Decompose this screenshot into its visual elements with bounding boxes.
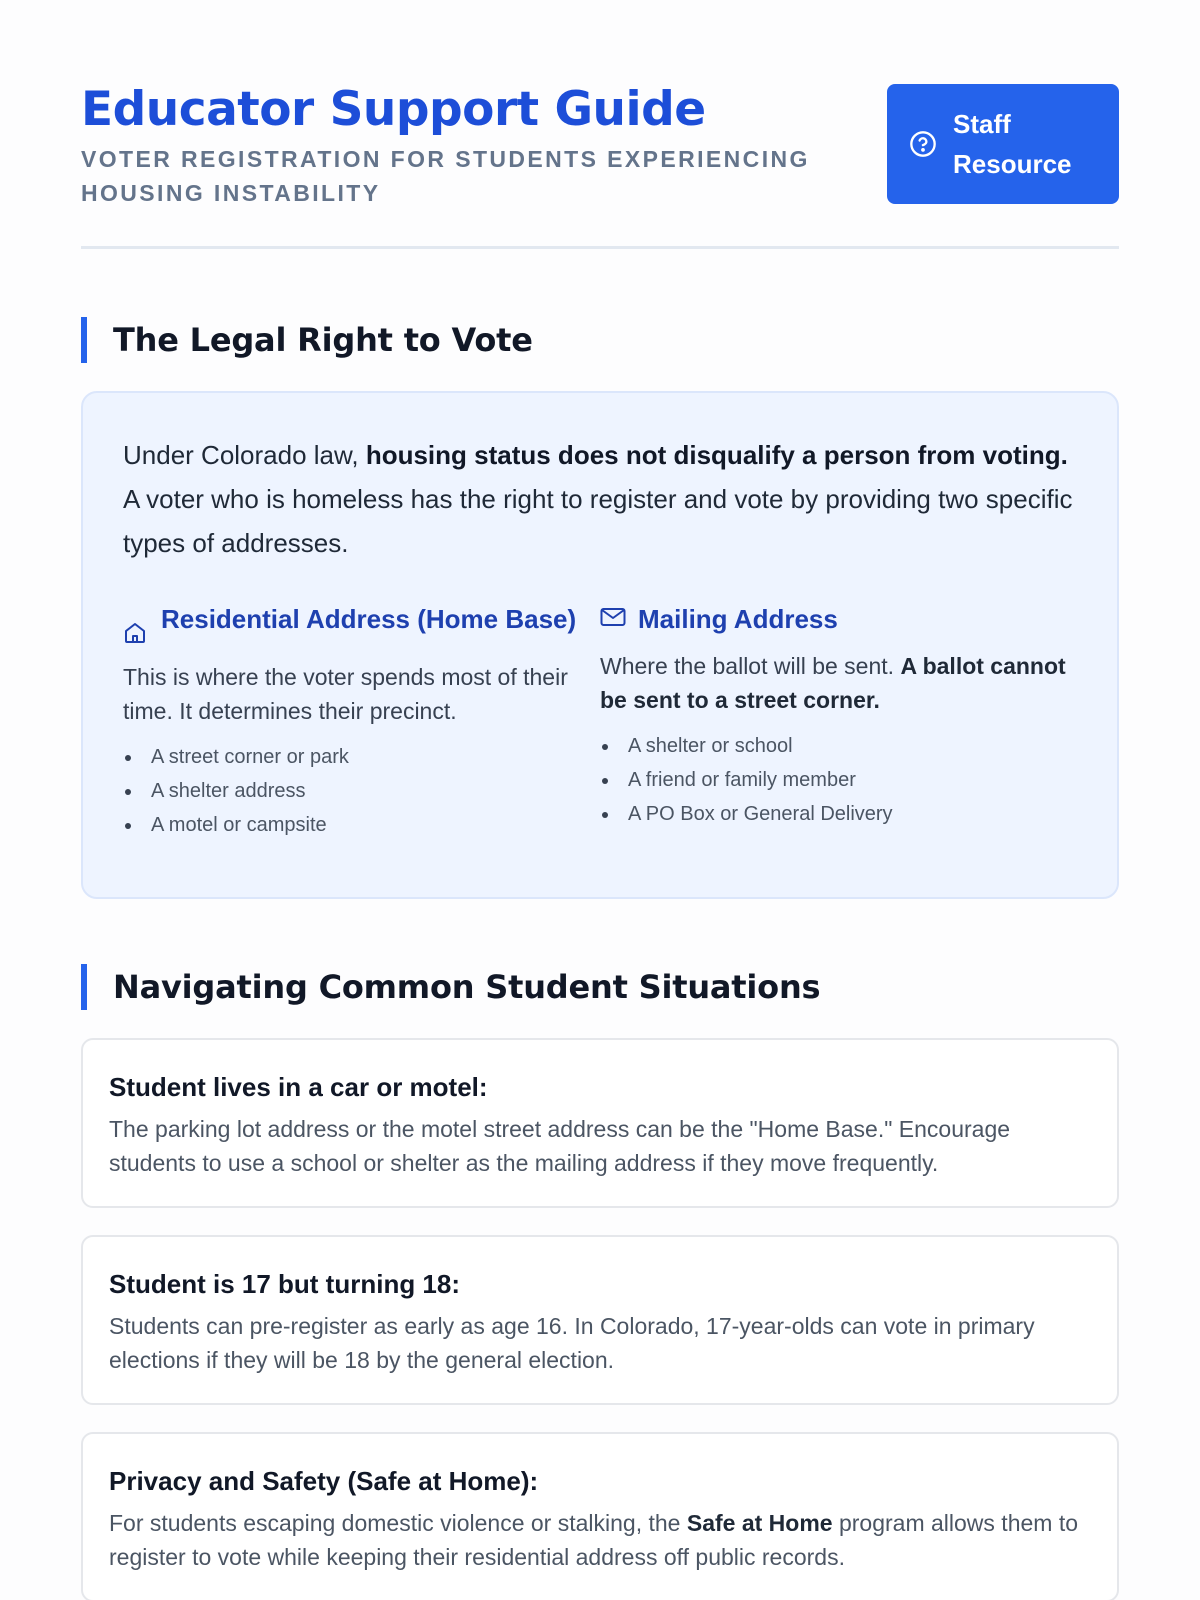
situation-card [81,1038,1119,1208]
mailing-header [600,599,1077,639]
residential-address-column [123,599,600,842]
residential-description: This is where the voter spends most of their time. It determines their precinct. [123,664,568,724]
situation-card [81,1235,1119,1405]
situation-title: Student lives in a car or motel: [109,1072,488,1102]
section-accent-bar [81,317,87,363]
text-lead: For students escaping domestic violence or stalking, the [109,1510,687,1536]
safe-at-home-emphasis: Safe at Home [686,1510,833,1536]
list-item: A friend or family member [600,763,1077,797]
residential-title: Residential Address (Home Base) [161,604,577,634]
header-divider [81,246,1119,249]
page-subtitle: VOTER REGISTRATION FOR STUDENTS EXPERIENCING HOUSING INSTABILITY [81,146,810,206]
badge-label: Staff Resource [953,109,1072,179]
situation-title: Student is 17 but turning 18: [109,1269,461,1299]
staff-resource-badge [887,84,1119,204]
legal-right-box [81,391,1119,899]
section-heading-legal [81,317,533,363]
section-heading-situations [81,964,820,1010]
situation-title: Privacy and Safety (Safe at Home): [109,1466,539,1496]
residential-header [123,599,600,650]
mailing-title: Mailing Address [638,604,838,634]
intro-lead: Under Colorado law, [123,440,366,470]
situation-text [109,1506,1091,1574]
section-title: The Legal Right to Vote [113,321,533,359]
section-title: Navigating Common Student Situations [113,968,821,1006]
intro-emphasis: housing status does not disqualify a person from voting. [365,440,1068,470]
mailing-desc-emphasis: A ballot cannot be sent to a street corner. [600,653,1066,713]
intro-rest: A voter who is homeless has the right to register and vote by providing two specific types of addresses. [123,484,1073,558]
mailing-desc-lead: Where the ballot will be sent. [600,653,901,679]
address-columns [123,599,1077,842]
page-header [81,80,1119,210]
situation-card [81,1432,1119,1600]
mailing-description [600,649,1077,717]
situation-text: The parking lot address or the motel street address can be the "Home Base." Encourage students to use a school or shelter as the mailing address if they move frequently. [109,1116,1011,1176]
situation-text: Students can pre-register as early as age 16. In Colorado, 17-year-olds can vote in primary elections if they will be 18 by the general election. [109,1313,1035,1373]
mailing-list [600,729,1077,831]
help-circle-icon [909,130,937,158]
residential-list [123,740,600,842]
home-icon [123,599,161,650]
list-item: A shelter address [123,774,600,808]
list-item: A motel or campsite [123,808,600,842]
legal-intro [123,433,1077,565]
text-rest: program allows them to register to vote while keeping their residential address off public records. [109,1510,1079,1570]
list-item: A shelter or school [600,729,1077,763]
mail-icon [600,599,638,634]
section-accent-bar [81,964,87,1010]
list-item: A PO Box or General Delivery [600,797,1077,831]
mailing-address-column [600,599,1077,842]
header-text [81,80,821,210]
page-title: Educator Support Guide [81,82,706,137]
list-item: A street corner or park [123,740,600,774]
